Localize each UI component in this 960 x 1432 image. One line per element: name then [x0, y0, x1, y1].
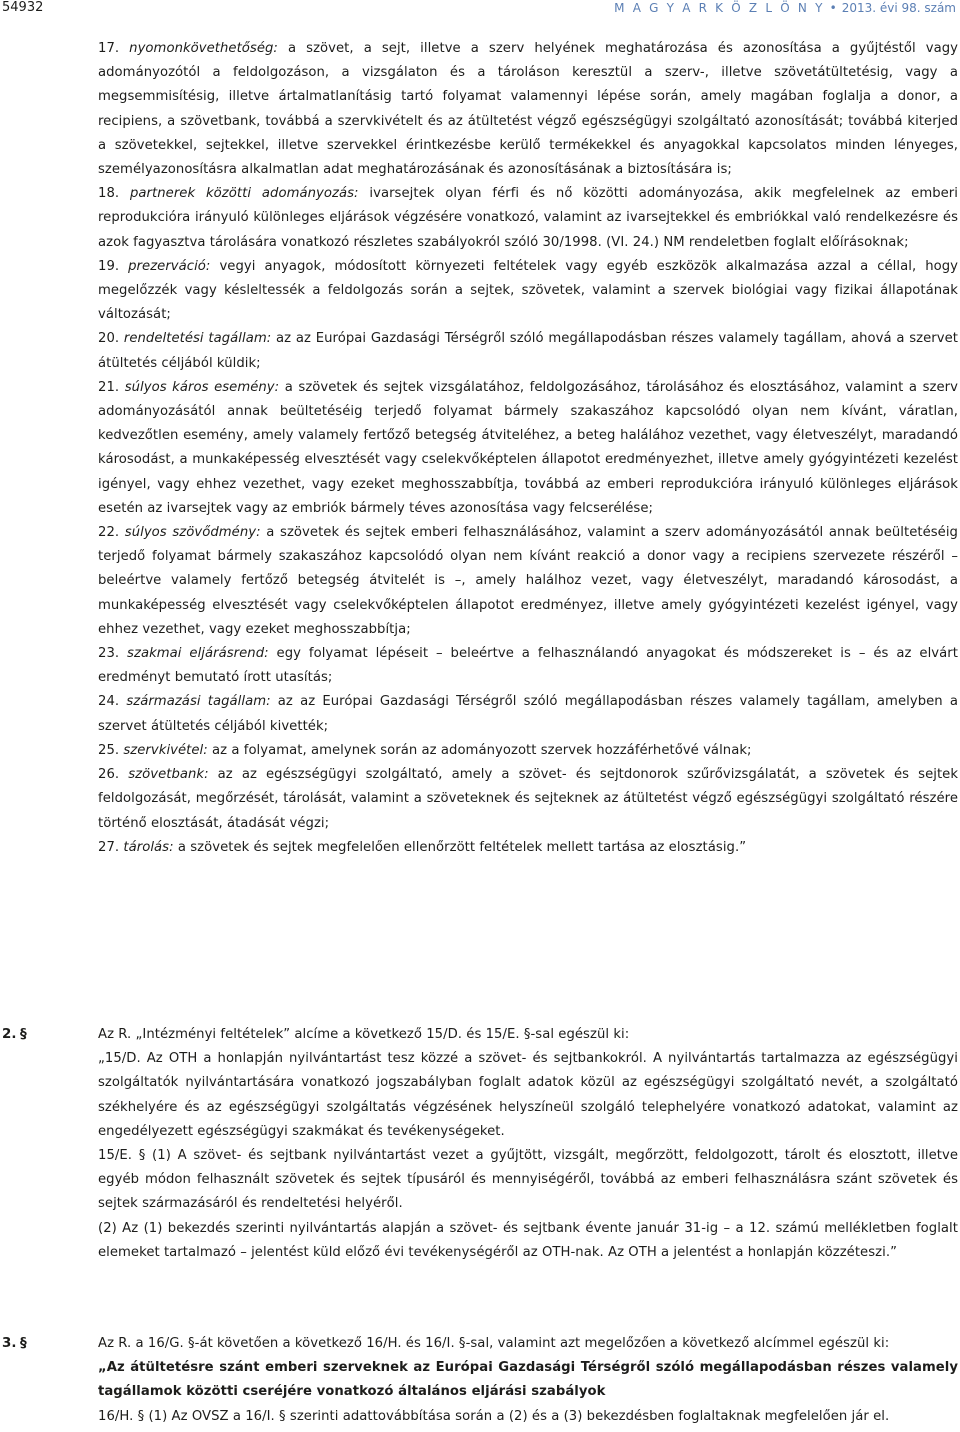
definition-term: származási tagállam:: [126, 694, 271, 710]
definition-term: nyomonkövethetőség:: [129, 41, 278, 56]
paragraph-15e-2: (2) Az (1) bekezdés szerinti nyilvántartás alapján a szövet- és sejtbank évente január 31-ig – a 12. számú mellékletben foglalt elemeket tartalmazó – jelentést küld előző évi tevékenységéről az OTH-nak. Az OTH a jelentést a honlapján közzéteszi.”: [98, 1220, 958, 1260]
definition-item: 26. szövetbank: az az egészségügyi szolgáltató, amely a szövet- és sejtdonorok szűrővizsgálatát, a szövetek és sejtek feldolgozását, megőrzését, tárolását, valamint a szöveteknek és sejteknek az átültetést végző egészségügyi szolgáltató részére történő elosztását, átadását végzi;: [98, 767, 959, 831]
definition-term: prezerváció:: [128, 258, 211, 274]
definition-text: a szövetek és sejtek emberi felhasználásához, valamint a szerv adományozásától annak beültetéséig terjedő folyamat bármely szakaszához kapcsolódó olyan nem kívánt reakció a donor vagy a recipiens szervezete részéről – beleértve valamely fertőző betegség átvitelét is –, amely halálhoz vezet, vagy életveszélyt, maradandó károsodást, a munkaképesség elvesztését vagy cselekvőképtelen állapotot eredményez, illetve amely gyógyintézeti kezelést igényel, vagy ehhez vezethet, vagy ezeket meghosszabbítja;: [98, 525, 958, 637]
separator-dot: •: [829, 1, 837, 15]
definitions-list: [98, 37, 958, 860]
paragraph-15e-1: 15/E. § (1) A szövet- és sejtbank nyilvántartást vezet a gyűjtött, vizsgált, megőrzött, feldolgozott, tárolt és elosztott, illetve egyéb módon felhasznált szövetek és sejtek típusáról és mennyiségéről, továbbá az emberi felhasználásra szánt szövetek és sejtek származásáról és rendeltetési helyéről.: [98, 1148, 958, 1212]
definition-term: partnerek közötti adományozás:: [130, 186, 359, 202]
definition-term: tárolás:: [123, 839, 174, 855]
definition-item: 17. nyomonkövethetőség: a szövet, a sejt, illetve a szerv helyének meghatározása és azonosítása a gyűjtéstől vagy adományozótól a feldolgozáson, a vizsgálaton és a tároláson keresztül a szerv-, illetve szövetátültetésig, vagy a megsemmisítésig, illetve ártalmatlanításig tartó folyamat valamennyi lépése során, amely magában foglalja a donor, a recipiens, a szövetbank, továbbá a szervkivételt és az átültetést végző egészségügyi szolgáltató azonosítását; továbbá kiterjed a szövetekkel, sejtekkel, illetve szervekkel érintkezésbe kerülő termékekkel és anyagokkal kapcsolatos minden lényeges, személyazonosításra alkalmatlan adat meghatározásának és azonosításának a biztosítására is;: [98, 41, 958, 178]
definition-item: 18. partnerek közötti adományozás: ivarsejtek olyan férfi és nő közötti adományozása, akik megfelelnek az emberi reprodukcióra irányuló különleges eljárások végzésére vonatkozó, valamint az ivarsejtekkel és embriókkal való rendelkezésre és azok fagyasztva tárolására vonatkozó részletes szabályokról szóló 30/1998. (VI. 24.) NM rendeletben foglalt előírásoknak;: [98, 186, 958, 250]
section-intro: Az R. „Intézményi feltételek” alcíme a következő 15/D. és 15/E. §-sal egészül ki:: [98, 1027, 630, 1042]
journal-title: M A G Y A R K Ö Z L Ö N Y: [614, 1, 825, 15]
subtitle-heading: „Az átültetésre szánt emberi szerveknek az Európai Gazdasági Térségről szóló megállapodásban részes valamely tagállamok közötti cseréjére vonatkozó általános eljárási szabályok: [98, 1360, 958, 1400]
definition-text: egy folyamat lépéseit – beleértve a felhasználandó anyagokat és módszereket is – és az elvárt eredményt bemutató írott utasítás;: [98, 646, 958, 686]
definition-item: 23. szakmai eljárásrend: egy folyamat lépéseit – beleértve a felhasználandó anyagokat és módszereket is – és az elvárt eredményt bemutató írott utasítás;: [98, 646, 958, 686]
section-symbol: §: [20, 1336, 27, 1351]
definition-text: az a folyamat, amelynek során az adományozott szervek hozzáférhetővé válnak;: [212, 742, 752, 758]
section-symbol: §: [20, 1027, 27, 1042]
section-2: [98, 1023, 958, 1265]
definition-item: 27. tárolás: a szövetek és sejtek megfelelően ellenőrzött feltételek mellett tartása az elosztásig.”: [98, 839, 747, 855]
definition-term: szakmai eljárásrend:: [127, 646, 269, 662]
definition-text: vegyi anyagok, módosított környezeti feltételek vagy egyéb eszközök alkalmazása azzal a céllal, hogy megelőzzék vagy késleltessék a feldolgozás során a sejtek, szövetek, valamint a szervek biológiai vagy fizikai állapotának változását;: [98, 258, 959, 323]
definition-term: szövetbank:: [128, 767, 209, 783]
definition-term: súlyos káros esemény:: [124, 379, 280, 395]
section-3: [98, 1332, 958, 1429]
definition-term: szervkivétel:: [123, 742, 208, 758]
definition-text: a szövetek és sejtek vizsgálatához, feldolgozásához, tárolásához és elosztásához, valamint a szerv adományozásától annak beültetéséig terjedő folyamat bármely szakaszához kapcsolódó olyan nem kívánt, váratlan, kedvezőtlen esemény, amely valamely fertőző betegség átviteléhez, a beteg halálához vezethet, vagy életveszélyt, maradandó károsodást, a munkaképesség elvesztését vagy cselekvőképtelen állapotot eredményezhet, illetve amely gyógyintézeti kezelést igényel, vagy ehhez vezethet, vagy ezeket meghosszabbítja, továbbá az emberi reprodukcióra irányuló különleges eljárások esetén az ivarsejtek vagy az embriók bármely téves azonosítása vagy felcserélése;: [98, 379, 958, 516]
definition-term: rendeltetési tagállam:: [123, 331, 272, 347]
paragraph-15d: „15/D. Az OTH a honlapján nyilvántartást tesz közzé a szövet- és sejtbankokról. A nyilvántartás tartalmazza az egészségügyi szolgáltatók nyilvántartására vonatkozó jogszabályban foglalt adatok közül az egészségügyi szolgáltató nevét, a szolgáltató székhelyére és az egészségügyi szolgáltatás végzésének helyszíneül szolgáló telephelyére vonatkozó adatokat, valamint az engedélyezett egészségügyi szakmákat és tevékenységeket.: [98, 1051, 958, 1139]
definition-item: 19. prezerváció: vegyi anyagok, módosított környezeti feltételek vagy egyéb eszközök alkalmazása azzal a céllal, hogy megelőzzék vagy késleltessék a feldolgozás során a sejtek, szövetek, valamint a szervek biológiai vagy fizikai állapotának változását;: [98, 258, 959, 323]
definition-text: ivarsejtek olyan férfi és nő közötti adományozása, akik megfelelnek az emberi reprodukcióra irányuló különleges eljárások végzésére vonatkozó, valamint az ivarsejtekkel és embriókkal való rendelkezésre és azok fagyasztva tárolására vonatkozó részletes szabályokról szóló 30/1998. (VI. 24.) NM rendeletben foglalt előírásoknak;: [98, 186, 958, 250]
definition-item: 24. származási tagállam: az az Európai Gazdasági Térségről szóló megállapodásban részes valamely tagállam, amelyben a szervet átültetés céljából kivették;: [98, 694, 958, 734]
paragraph-16h: 16/H. § (1) Az OVSZ a 16/I. § szerinti adattovábbítása során a (2) és a (3) bekezdésben foglaltaknak megfelelően jár el.: [98, 1408, 890, 1424]
definition-item: 22. súlyos szövődmény: a szövetek és sejtek emberi felhasználásához, valamint a szerv adományozásától annak beültetéséig terjedő folyamat bármely szakaszához kapcsolódó olyan nem kívánt reakció a donor vagy a recipiens szervezete részéről – beleértve valamely fertőző betegség átvitelét is –, amely halálhoz vezet, vagy életveszélyt, maradandó károsodást, a munkaképesség elvesztését vagy cselekvőképtelen állapotot eredményez, illetve amely gyógyintézeti kezelést igényel, vagy ehhez vezethet, vagy ezeket meghosszabbítja;: [98, 525, 958, 637]
definition-text: az az egészségügyi szolgáltató, amely a szövet- és sejtdonorok szűrővizsgálatát, a szövetek és sejtek feldolgozását, megőrzését, tárolását, valamint a szöveteknek és sejteknek az átültetést végző egészségügyi szolgáltató részére történő elosztását, átadását végzi;: [98, 767, 959, 831]
definition-text: a szövet, a sejt, illetve a szerv helyének meghatározása és azonosítása a gyűjtéstől vagy adományozótól a feldolgozáson, a vizsgálaton és a tároláson keresztül a szerv-, illetve szövetátültetésig, vagy a megsemmisítésig, illetve ártalmatlanításig tartó folyamat valamennyi lépése során, amely magában foglalja a donor, a recipiens, a szövetbank, továbbá a szervkivételt és az átültetést végző egészségügyi szolgáltató azonosítását; továbbá kiterjed a szövetekkel, sejtekkel, illetve szervekkel érintkezésbe kerülő termékekkel és anyagokkal kapcsolatos minden lényeges, személyazonosításra alkalmatlan adat meghatározásának és azonosításának a biztosítására is;: [98, 41, 958, 178]
page-number: 54932: [2, 0, 44, 15]
definition-item: 21. súlyos káros esemény: a szövetek és sejtek vizsgálatához, feldolgozásához, tárolásához és elosztásához, valamint a szerv adományozásától annak beültetéséig terjedő folyamat bármely szakaszához kapcsolódó olyan nem kívánt, váratlan, kedvezőtlen esemény, amely valamely fertőző betegség átviteléhez, a beteg halálához vezethet, vagy életveszélyt, maradandó károsodást, a munkaképesség elvesztését vagy cselekvőképtelen állapotot eredményezhet, illetve amely gyógyintézeti kezelést igényel, vagy ehhez vezethet, vagy ezeket meghosszabbítja, továbbá az emberi reprodukcióra irányuló különleges eljárások esetén az ivarsejtek vagy az embriók bármely téves azonosítása vagy felcserélése;: [98, 379, 958, 516]
definition-text: az az Európai Gazdasági Térségről szóló megállapodásban részes valamely tagállam, ahová a szervet átültetés céljából küldik;: [98, 331, 958, 371]
journal-header: [614, 0, 956, 16]
definition-text: az az Európai Gazdasági Térségről szóló megállapodásban részes valamely tagállam, amelyben a szervet átültetés céljából kivették;: [98, 694, 958, 734]
definition-item: 20. rendeltetési tagállam: az az Európai Gazdasági Térségről szóló megállapodásban részes valamely tagállam, ahová a szervet átültetés céljából küldik;: [98, 331, 958, 371]
section-number: 2.: [2, 1027, 17, 1042]
page-header: [0, 0, 960, 16]
definition-text: a szövetek és sejtek megfelelően ellenőrzött feltételek mellett tartása az elosztásig.”: [177, 839, 747, 855]
definition-term: súlyos szövődmény:: [124, 525, 261, 541]
section-intro: Az R. a 16/G. §-át követően a következő 16/H. és 16/I. §-sal, valamint azt megelőzően a következő alcímmel egészül ki:: [98, 1336, 890, 1351]
definition-item: 25. szervkivétel: az a folyamat, amelynek során az adományozott szervek hozzáférhetővé válnak;: [98, 742, 752, 758]
issue-label: 2013. évi 98. szám: [841, 1, 956, 15]
section-number: 3.: [2, 1336, 17, 1351]
